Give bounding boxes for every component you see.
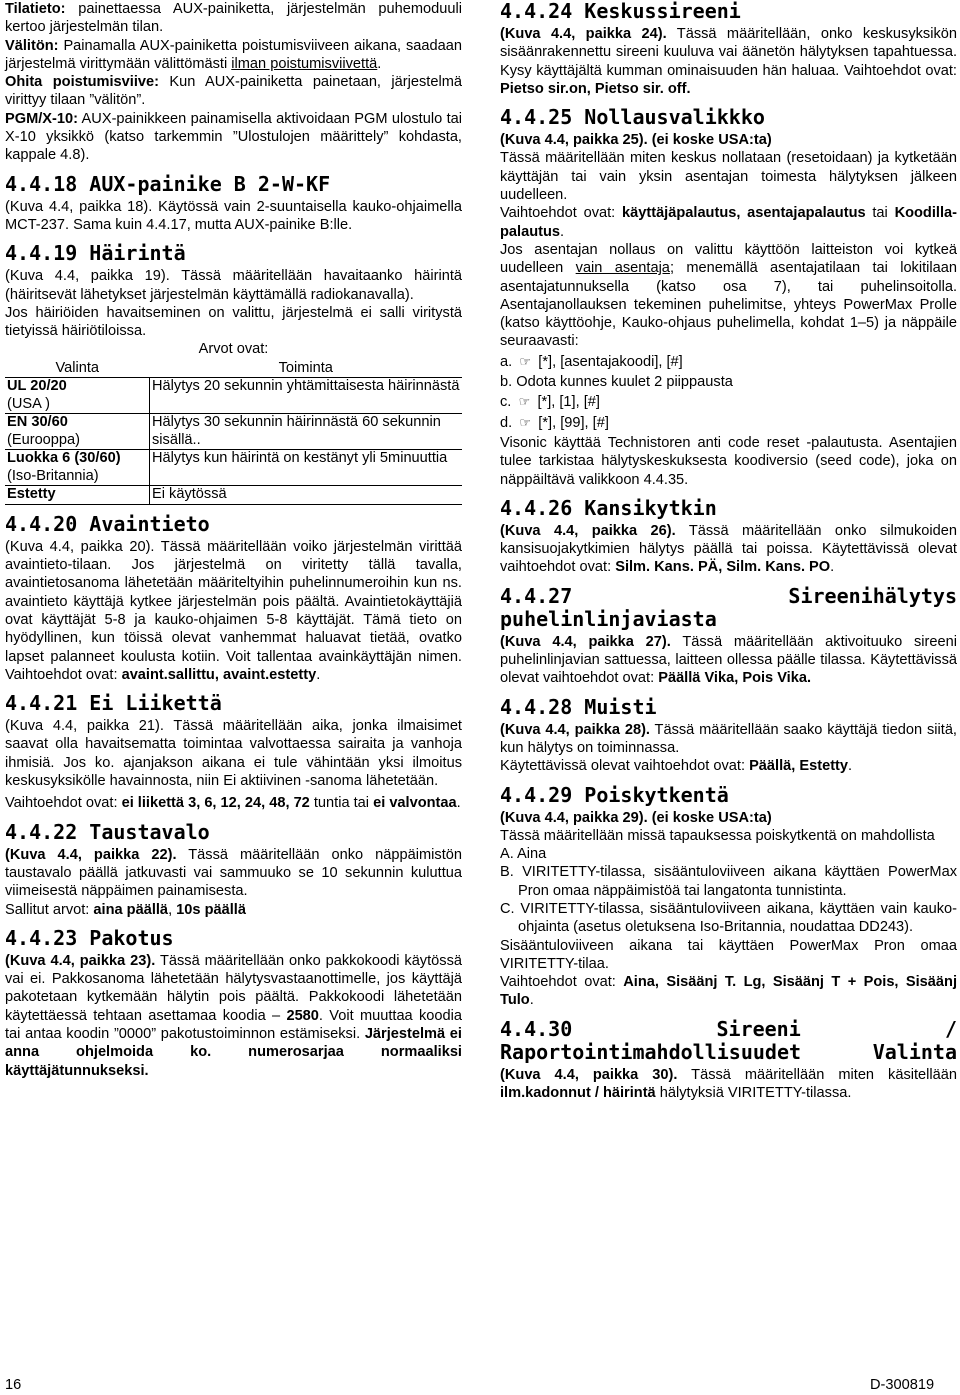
poiskytkenta-options: Aina, Sisäänj T. Lg, Sisäänj T + Pois, Sisäänj Tulo [500, 974, 957, 1009]
ei-liiketta-options-mid: tuntia tai [309, 795, 374, 812]
list-item: B. VIRITETTY-tilassa, sisääntuloviiveen aikana käyttäen PowerMax Pron omaa näppäimistöä tai langatonta tunnistinta. [500, 864, 957, 899]
taustavalo-text: Tässä määritellään onko näppäimistön taustavalo päällä jatkuvasti vai sammuuko se 10 sekunnin kuluttua viimeisestä näppäimen painamisesta. [5, 846, 462, 900]
keskussireeni-text: Tässä määritellään, onko keskusyksikön sisäänrakennettu sireeni kuuluva vai äänetön hälytyksen tapahtuessa. Kysy käyttäjältä kumman ominaisuuden hän haluaa. Vaihtoehdot ovat: [500, 26, 957, 79]
kansikytkin-lead: (Kuva 4.4, paikka 26). [500, 522, 676, 539]
section-4-4-24-title: 4.4.24 Keskussireeni [500, 0, 741, 23]
ei-liiketta-dot: . [456, 795, 461, 812]
step-text: [*], [99], [#] [538, 414, 609, 431]
ohita-paragraph [5, 73, 462, 110]
tilatieto-text: painettaessa AUX-painiketta, järjestelmän puhemoduuli kertoo järjestelmän tilan. [5, 1, 462, 36]
kansikytkin-text: Tässä määritellään onko silmukoiden kansisuojakytkimien hälytys päällä tai poissa. Käytettävissä olevat vaihtoehdot ovat: [500, 522, 957, 576]
right-column [500, 0, 957, 1102]
list-item [500, 414, 957, 432]
valiton-text: Painamalla AUX-painiketta poistumisviiveen aikana, saadaan järjestelmä virittymään välittömästi [5, 37, 462, 72]
section-4-4-25-text2 [500, 241, 957, 351]
kansikytkin-options: Silm. Kans. PÄ, Silm. Kans. PO [615, 559, 831, 576]
section-4-4-26-title: 4.4.26 Kansikytkin [500, 495, 717, 520]
pakotus-text: Tässä määritellään onko pakkokoodi käytössä vai ei. Pakkosanoma lähetetään hälytysvastaanottimelle, jos käyttäjä pakotetaan kytkemään hälytin pois päältä. Pakkokoodi lähetetään käytettäessä tehtaan asettamaa koodia – [5, 952, 462, 1024]
options-caption: Arvot ovat: [198, 341, 269, 358]
muisti-lead: (Kuva 4.4, paikka 28). [500, 721, 650, 738]
avaintieto-end: . [316, 666, 321, 683]
poiskytkenta-dot: . [529, 992, 534, 1009]
avaintieto-options: avaint.sallittu, avaint.estetty [121, 666, 317, 683]
tilatieto-label: Tilatieto: [5, 1, 66, 17]
pointing-hand-icon: ☞ [519, 414, 532, 430]
step-text: Odota kunnes kuulet 2 piippausta [516, 374, 733, 391]
option-name: UL 20/20 [7, 378, 67, 395]
taustavalo-allowed-1: aina päällä [93, 901, 169, 918]
taustavalo-lead: (Kuva 4.4, paikka 22). [5, 846, 177, 863]
pakotus-bold-end: Järjestelmä ei anna ohjelmoida ko. numerosarjaa normaaliksi käyttäjätunnukseksi. [5, 1025, 462, 1079]
table-header-row [5, 360, 462, 378]
table-cell-option [5, 450, 150, 486]
list-item [500, 373, 957, 391]
section-4-4-20-title: 4.4.20 Avaintieto [5, 511, 210, 536]
nollaus-underlined: vain asentaja [575, 260, 670, 277]
sireeni-raportointi-text: Tässä määritellään miten käsitellään [677, 1066, 957, 1083]
section-4-4-25-options [500, 204, 957, 241]
section-4-4-28-text [500, 721, 957, 758]
section-4-4-27-title: 4.4.27 Sireenihälytys puhelinlinjaviasta [500, 583, 957, 631]
nollaus-text2b: ; menemällä asentajatilaan tai lokitilaan asentajatunnuksella (katso osa 7), tai puhelinsoitolla. Asentajanollauksen tekeminen puhelimitse, yhteys PowerMax Prolle (katso käyttöohje, Kauko-ohjaus puhelimella, kohdat 1–5) ja näppäile seuraavasti: [500, 260, 957, 350]
section-4-4-29-options [500, 973, 957, 1010]
keskussireeni-options: Pietso sir.on, Pietso sir. off. [500, 80, 691, 97]
option-region: (Iso-Britannia) [7, 467, 99, 484]
pgm-label: PGM/X-10: [5, 110, 78, 127]
step-letter: b. [500, 374, 513, 391]
muisti-options: Päällä, Estetty [749, 758, 849, 775]
page-number: 16 [5, 1377, 22, 1393]
taustavalo-allowed-label: Sallitut arvot: [5, 901, 94, 918]
ei-liiketta-options-label: Vaihtoehdot ovat: [5, 795, 122, 812]
section-4-4-30-title: 4.4.30 Sireeni / Raportointimahdollisuudet Valinta [500, 1016, 957, 1064]
sireenihalytys-text: Tässä määritellään aktivoituuko sireeni puhelinlinjavian sattuessa, laitteen ollessa päälle tilassa. Käytettävissä olevat vaihtoehdot ovat: [500, 633, 957, 687]
muisti-text: Tässä määritellään saako käyttäjä tiedon siitä, kun hälytys on toiminnassa. [500, 721, 957, 756]
table-cell-action: Hälytys 20 sekunnin yhtämittaisesta häirinnästä [150, 378, 463, 414]
keskussireeni-lead: (Kuva 4.4, paikka 24). [500, 26, 667, 42]
list-item [500, 353, 957, 371]
section-4-4-30-text [500, 1066, 957, 1103]
table-cell-option [5, 414, 150, 450]
section-4-4-21-options [5, 794, 462, 812]
ei-liiketta-options-end: ei valvontaa [373, 795, 457, 812]
table-cell-option [5, 378, 150, 414]
section-4-4-19-text: (Kuva 4.4, paikka 19). Tässä määritellään havaitaanko häirintä (häiritsevät lähetykset järjestelmän käyttämällä radiokanavalla). [5, 268, 462, 303]
option-name: Luokka 6 (30/60) [7, 450, 121, 467]
section-4-4-29-title: 4.4.29 Poiskytkentä [500, 782, 729, 807]
section-4-4-23-title: 4.4.23 Pakotus [5, 925, 174, 950]
option-region: (Eurooppa) [7, 431, 81, 448]
pointing-hand-icon: ☞ [518, 394, 531, 410]
valiton-end: . [377, 55, 382, 72]
pointing-hand-icon: ☞ [519, 353, 532, 369]
section-4-4-25-title: 4.4.25 Nollausvalikkko [500, 105, 765, 130]
section-4-4-22-text [5, 846, 462, 901]
list-item: A. Aina [500, 846, 547, 863]
ei-liiketta-options: ei liikettä 3, 6, 12, 24, 48, 72 [121, 795, 310, 812]
sireeni-raportointi-text2: hälytyksiä VIRITETTY-tilassa. [655, 1085, 852, 1102]
document-code: D-300819 [870, 1377, 935, 1393]
step-letter: a. [500, 353, 513, 370]
valiton-underlined: ilman poistumisviivettä [231, 55, 378, 72]
table-row [5, 414, 462, 450]
pgm-paragraph [5, 110, 462, 165]
section-4-4-26-text [500, 522, 957, 577]
sireeni-raportointi-lead: (Kuva 4.4, paikka 30). [500, 1066, 678, 1083]
section-4-4-25-text1: Tässä määritellään miten keskus nollataan (resetoidaan) ja kytketään käyttäjän tai vain yksin asentajan toimesta hälytyksen jälkeen uudelleen. [500, 150, 957, 204]
sireenihalytys-options: Päällä Vika, Pois Vika. [658, 670, 812, 687]
section-4-4-25-lead: (Kuva 4.4, paikka 25). (ei koske USA:ta) [500, 132, 772, 149]
section-4-4-20-text [5, 538, 462, 684]
option-region: (USA ) [7, 395, 50, 412]
section-4-4-21-title: 4.4.21 Ei Liikettä [5, 691, 222, 716]
step-text: [*], [1], [#] [537, 394, 600, 411]
valiton-label: Välitön: [5, 37, 59, 54]
step-text: [*], [asentajakoodi], [#] [538, 353, 683, 370]
tilatieto-paragraph [5, 0, 462, 37]
pakotus-text2: . Voit muuttaa koodia tai antaa koodin ”0000” pakotustoiminnon estämiseksi. [5, 1007, 462, 1042]
section-4-4-23-text [5, 952, 462, 1080]
pgm-text: AUX-painikkeen painamisella aktivoidaan PGM ulostulo tai X-10 yksikkö (katso tarkemmin ”Ulostulojen määrittely” kohdasta, kappale 4.8). [5, 110, 462, 164]
sireenihalytys-lead: (Kuva 4.4, paikka 27). [500, 633, 671, 650]
taustavalo-allowed-2: 10s päällä [176, 901, 246, 918]
section-4-4-18-text: (Kuva 4.4, paikka 18). Käytössä vain 2-suuntaisella kauko-ohjaimella MCT-237. Sama kuin 4.4.17, mutta AUX-painike B:lle. [5, 198, 462, 233]
kansikytkin-dot: . [830, 559, 835, 576]
section-4-4-28-title: 4.4.28 Muisti [500, 694, 657, 719]
table-header-valinta: Valinta [5, 360, 150, 378]
sireeni-raportointi-options: ilm.kadonnut / häirintä [500, 1085, 656, 1102]
nollaus-options-end: Koodilla-palautus [500, 205, 957, 240]
section-4-4-24-text [500, 25, 957, 98]
left-column [5, 0, 462, 1080]
table-row [5, 450, 462, 486]
option-name: EN 30/60 [7, 414, 68, 431]
avaintieto-text: (Kuva 4.4, paikka 20). Tässä määritellään voiko järjestelmän virittää avaintieto-tilaan. Jos järjestelmä on viritetty tällä tavalla, avaintietosanoma lähetetään määriteltyihin puhelinnumeroihin kun ns. avaintieto käyttäjä kytkee järjestelmän pois päältä. Avaintietokäyttäjiä ovat käyttäjät 5-8 ja kauko-ohjaimen 5-8 käyttäjät. Tämä tieto on hyödyllinen, kun töissä olevat vanhemmat haluavat tietää, ovatko lapset palanneet koulusta kotiin. Voit tallentaa avainkäyttäjän nimen. Vaihtoehdot ovat: [5, 538, 462, 683]
section-4-4-29-text: Tässä määritellään missä tapauksessa poiskytkentä on mahdollista [500, 827, 935, 844]
muisti-options-label: Käytettävissä olevat vaihtoehdot ovat: [500, 758, 750, 775]
ohita-label: Ohita poistumisviive: [5, 74, 159, 91]
ohita-text: Kun AUX-painiketta painetaan, järjestelmä virittyy tilaan ”välitön”. [5, 74, 462, 109]
poiskytkenta-options-label: Vaihtoehdot ovat: [500, 974, 624, 991]
nollaus-options: käyttäjäpalautus, asentajapalautus [622, 205, 866, 222]
table-row [5, 486, 462, 505]
muisti-dot: . [848, 758, 853, 775]
table-header-toiminta: Toiminta [150, 360, 463, 378]
section-4-4-22-allowed [5, 901, 462, 919]
nollaus-options-label: Vaihtoehdot ovat: [500, 205, 622, 222]
pakotus-code: 2580 [286, 1007, 319, 1024]
table-cell-option [5, 486, 150, 505]
jamming-options-table [5, 360, 462, 505]
section-4-4-19-title: 4.4.19 Häirintä [5, 241, 186, 266]
table-cell-action: Hälytys 30 sekunnin häirinnästä 60 sekunnin sisällä.. [150, 414, 463, 450]
section-4-4-19-text2: Jos häiriöiden havaitseminen on valittu, järjestelmä ei salli viritystä tietyissä häiriötiloissa. [5, 304, 462, 340]
step-letter: c. [500, 394, 512, 411]
taustavalo-allowed-sep: , [168, 901, 177, 918]
section-4-4-29-text2: Sisääntuloviiveen aikana tai käyttäen PowerMax Pron omaa VIRITETTY-tilaa. [500, 937, 957, 972]
section-4-4-27-text [500, 633, 957, 688]
pakotus-lead: (Kuva 4.4, paikka 23). [5, 952, 156, 969]
section-4-4-28-options [500, 757, 957, 775]
list-item: C. VIRITETTY-tilassa, sisääntuloviiveen aikana, käyttäen vain kauko-ohjainta (asetus oletuksena Iso-Britannia, noudattaa DD243). [500, 900, 957, 936]
option-name: Estetty [7, 486, 56, 503]
table-row [5, 378, 462, 414]
table-cell-action: Hälytys kun häirintä on kestänyt yli 5minuuttia [150, 450, 463, 486]
nollaus-text2a: Jos asentajan nollaus on valittu käyttöön laitteiston voi kytkeä uudelleen [500, 241, 957, 277]
nollaus-dot: . [560, 223, 565, 240]
table-cell-action: Ei käytössä [150, 486, 463, 505]
section-4-4-18-title: 4.4.18 AUX-painike B 2-W-KF [5, 171, 331, 196]
section-4-4-29-lead: (Kuva 4.4, paikka 29). (ei koske USA:ta) [500, 809, 772, 826]
valiton-paragraph [5, 37, 462, 74]
section-4-4-22-title: 4.4.22 Taustavalo [5, 819, 210, 844]
step-letter: d. [500, 414, 513, 431]
nollaus-options-mid: tai [865, 205, 895, 222]
section-4-4-21-text: (Kuva 4.4, paikka 21). Tässä määritellään aika, jonka ilmaisimet saavat olla havaitsematta toimintaa valvottaessa sairaita ja vanhoja ihmisiä. Jos ko. ajanjakson aikana ei tule vähintään yksi ilmoitus keskusyksikölle havainnosta, niin Ei aktiivinen -sanoma lähetetään. [5, 718, 462, 790]
section-4-4-25-text3: Visonic käyttää Technistoren anti code reset -palautusta. Asentajien tulee tarkistaa hälytyskeskuksesta koodiversio (seed code), joka on näppäiltävä valikkoon 4.4.35. [500, 434, 957, 488]
list-item [500, 393, 957, 411]
